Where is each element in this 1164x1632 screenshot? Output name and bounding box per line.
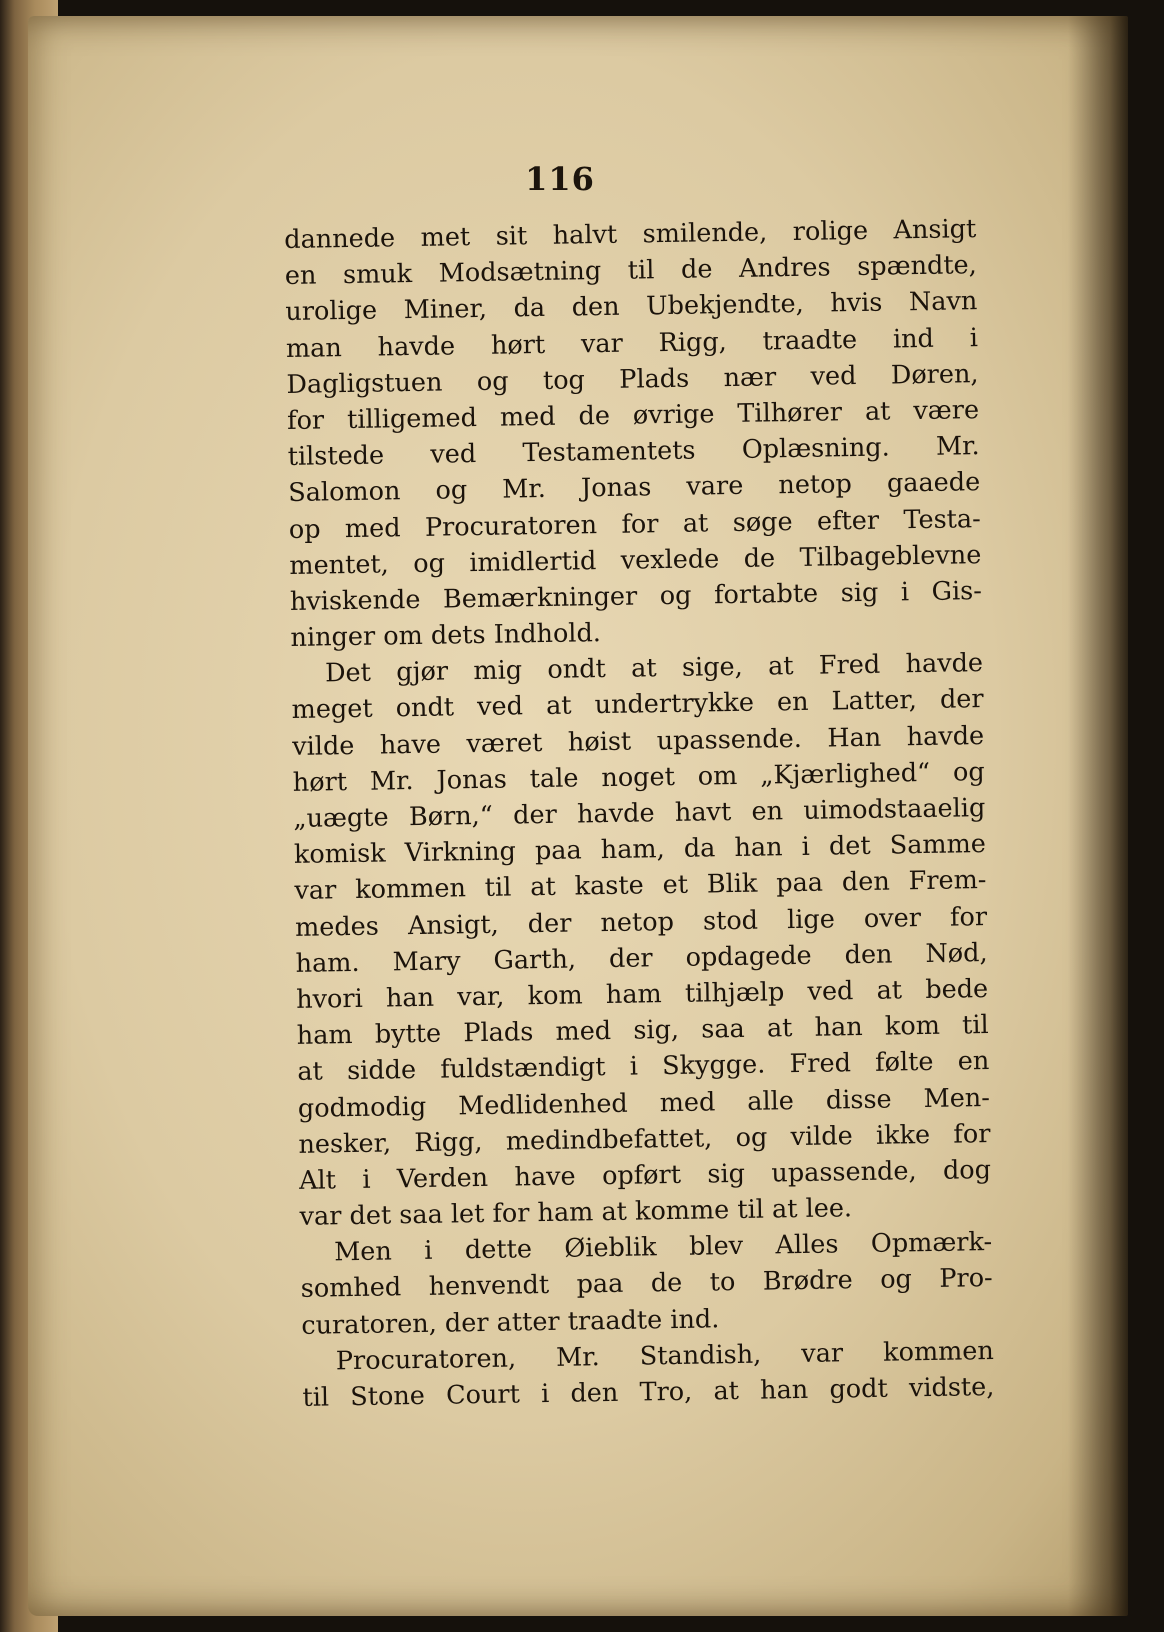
body-text <box>284 211 995 1416</box>
text-line: vilde have været høist upassende. Han havde <box>292 720 985 762</box>
text-line: godmodig Medlidenhed med alle disse Men- <box>297 1082 991 1124</box>
gutter-shadow <box>1068 16 1128 1616</box>
text-line: ninger om dets Indhold. <box>290 618 602 654</box>
text-line: til Stone Court i den Tro, at han godt vidste, <box>302 1371 995 1413</box>
text-line: hvori han var, kom ham tilhjælp ved at bede <box>295 973 989 1015</box>
text-line: dannede met sit halvt smilende, rolige Ansigt <box>284 214 977 255</box>
text-line: hviskende Bemærkninger og fortabte sig i Gis- <box>289 575 983 617</box>
text-line: Alt i Verden have opført sig upassende, dog <box>298 1154 992 1196</box>
text-line: tilstede ved Testamentets Oplæsning. Mr. <box>287 431 980 473</box>
text-line: nesker, Rigg, medindbefattet, og vilde ikke for <box>298 1118 991 1160</box>
text-line: ham bytte Plads med sig, saa at han kom til <box>296 1010 989 1052</box>
text-line: at sidde fuldstændigt i Skygge. Fred følte en <box>297 1046 990 1088</box>
text-line: „uægte Børn,“ der havde havt en uimodstaaelig <box>293 793 986 834</box>
text-line: op med Procuratoren for at søge efter Testa- <box>288 503 981 545</box>
text-line: ham. Mary Garth, der opdagede den Nød, <box>295 937 988 979</box>
text-line: komisk Virkning paa ham, da han i det Samme <box>293 829 987 871</box>
text-line: Det gjør mig ondt at sige, at Fred havde <box>324 648 984 689</box>
text-line: medes Ansigt, der netop stod lige over for <box>294 901 988 943</box>
text-line: meget ondt ved at undertrykke en Latter, der <box>291 684 984 726</box>
text-line: somhed henvendt paa de to Brødre og Pro- <box>300 1263 993 1305</box>
text-line: Procuratoren, Mr. Standish, var kommen <box>335 1335 995 1377</box>
text-line: mentet, og imidlertid vexlede de Tilbageblevne <box>289 539 982 581</box>
text-line: man havde hørt var Rigg, traadte ind i <box>285 322 979 364</box>
page-number: 116 <box>525 160 595 198</box>
text-line: en smuk Modsætning til de Andres spændte, <box>284 250 978 292</box>
text-line: Salomon og Mr. Jonas vare netop gaaede <box>288 467 981 509</box>
text-line: var det saa let for ham at komme til at lee. <box>299 1193 853 1232</box>
text-line: Men i dette Øieblik blev Alles Opmærk- <box>333 1227 993 1268</box>
text-line: curatoren, der atter traadte ind. <box>301 1303 720 1341</box>
text-line: for tilligemed med de øvrige Tilhører at være <box>286 395 980 436</box>
text-line: urolige Miner, da den Ubekjendte, hvis Navn <box>285 286 978 328</box>
text-line: hørt Mr. Jonas tale noget om „Kjærlighed“ og <box>292 756 985 798</box>
text-line: var kommen til at kaste et Blik paa den Frem- <box>294 865 987 907</box>
text-line: Dagligstuen og tog Plads nær ved Døren, <box>286 358 979 400</box>
